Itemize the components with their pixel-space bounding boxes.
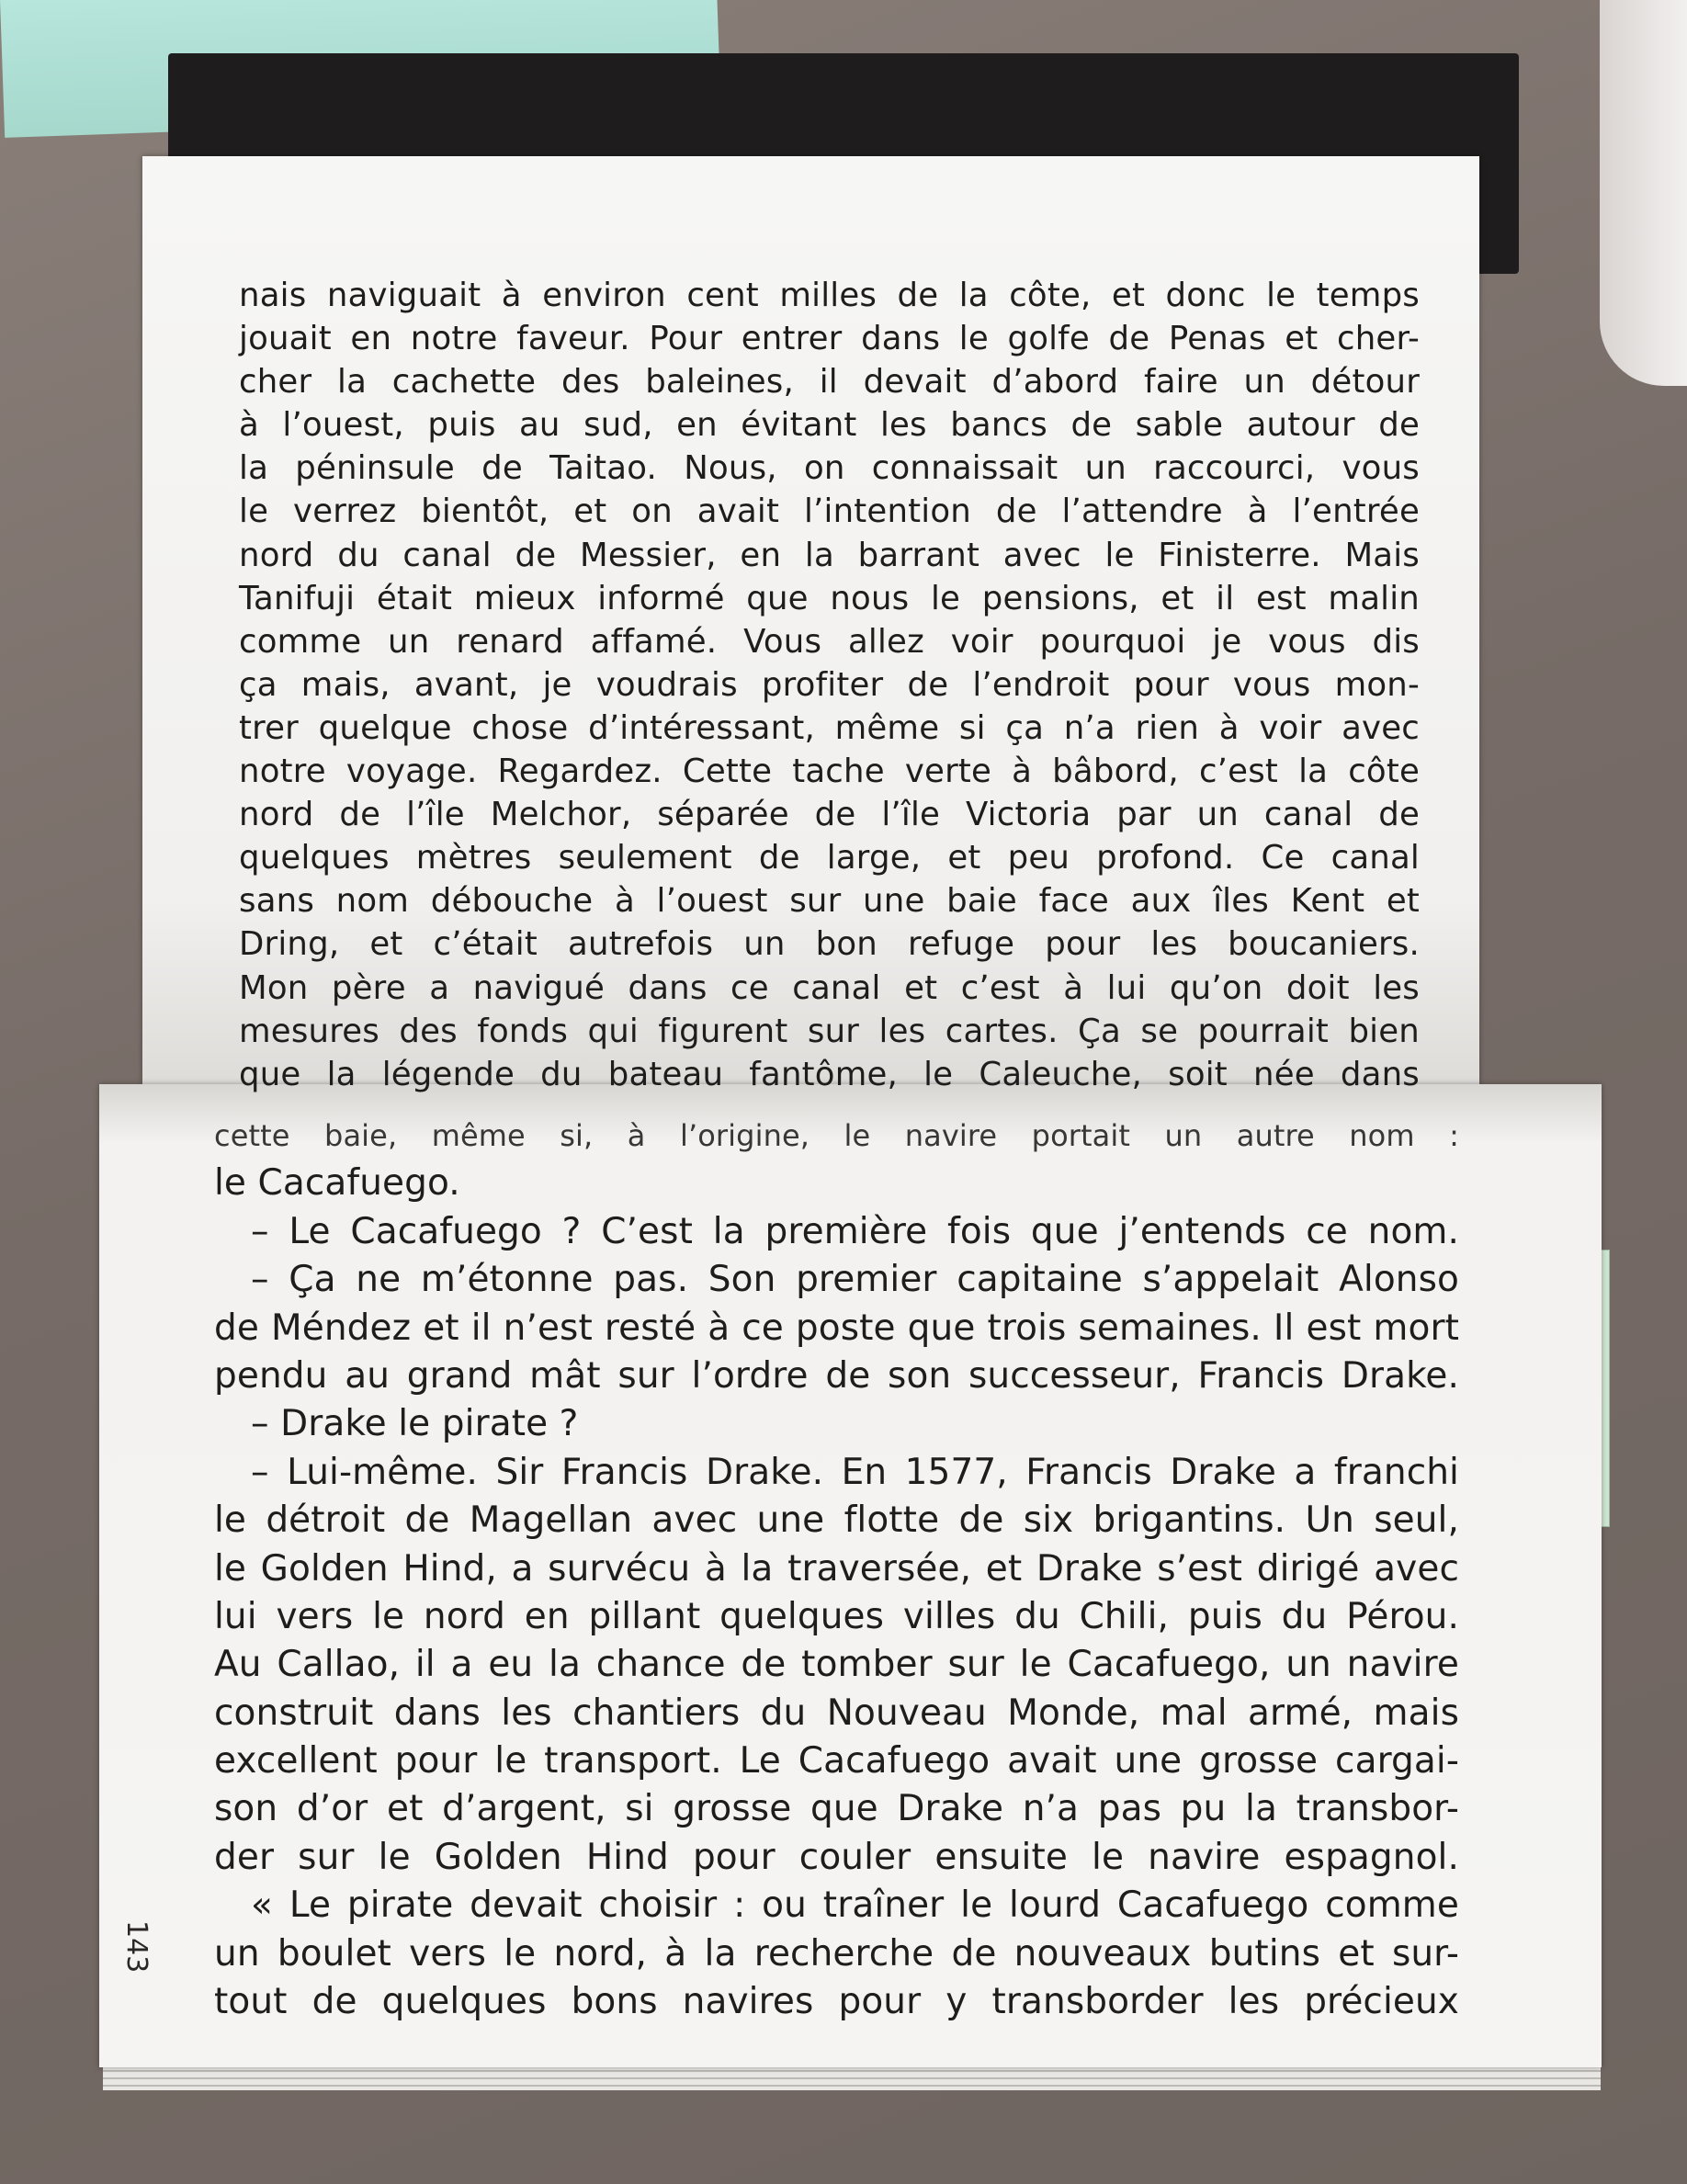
text-line: la péninsule de Taitao. Nous, on connaissait un raccourci, vous xyxy=(239,449,1420,488)
text-line: jouait en notre faveur. Pour entrer dans le golfe de Penas et cher- xyxy=(239,320,1420,358)
text-line: notre voyage. Regardez. Cette tache verte à bâbord, c’est la côte xyxy=(239,753,1420,791)
text-line: trer quelque chose d’intéressant, même si ça n’a rien à voir avec xyxy=(239,708,1420,747)
text-line: cher la cachette des baleines, il devait d’abord faire un détour xyxy=(239,363,1420,402)
text-line: le Cacafuego. xyxy=(214,1162,460,1205)
lower-page-text xyxy=(214,1112,1459,2026)
text-line: – Le Cacafuego ? C’est la première fois que j’entends ce nom. xyxy=(251,1210,1459,1252)
text-line: le Golden Hind, a survécu à la traversée, et Drake s’est dirigé avec xyxy=(214,1547,1459,1590)
text-line: le détroit de Magellan avec une flotte de six brigantins. Un seul, xyxy=(214,1499,1459,1542)
text-line: ça mais, avant, je voudrais profiter de l’endroit pour vous mon- xyxy=(239,665,1420,704)
text-line: construit dans les chantiers du Nouveau Monde, mal armé, mais xyxy=(214,1692,1459,1734)
text-line: de Méndez et il n’est resté à ce poste que trois semaines. Il est mort xyxy=(214,1307,1459,1349)
text-line: nord de l’île Melchor, séparée de l’île Victoria par un canal de xyxy=(239,796,1420,834)
text-line: Au Callao, il a eu la chance de tomber sur le Cacafuego, un navire xyxy=(214,1644,1459,1686)
text-line: – Lui-même. Sir Francis Drake. En 1577, Francis Drake a franchi xyxy=(251,1451,1459,1493)
text-line: tout de quelques bons navires pour y transborder les précieux xyxy=(214,1981,1459,2023)
text-line: excellent pour le transport. Le Cacafuego avait une grosse cargai- xyxy=(214,1740,1459,1782)
text-line: le verrez bientôt, et on avait l’intention de l’attendre à l’entrée xyxy=(239,492,1420,531)
text-line: – Ça ne m’étonne pas. Son premier capitaine s’appelait Alonso xyxy=(251,1259,1459,1301)
text-line: cette baie, même si, à l’origine, le navire portait un autre nom : xyxy=(214,1118,1459,1153)
text-line: pendu au grand mât sur l’ordre de son successeur, Francis Drake. xyxy=(214,1354,1459,1397)
text-line: nord du canal de Messier, en la barrant avec le Finisterre. Mais xyxy=(239,536,1420,574)
text-line: Mon père a navigué dans ce canal et c’est à lui qu’on doit les xyxy=(239,968,1420,1007)
page-number: 143 xyxy=(120,1920,153,1974)
text-line: son d’or et d’argent, si grosse que Drake n’a pas pu la transbor- xyxy=(214,1788,1459,1830)
text-line: que la légende du bateau fantôme, le Caleuche, soit née dans xyxy=(239,1055,1420,1093)
text-line: quelques mètres seulement de large, et peu profond. Ce canal xyxy=(239,839,1420,877)
text-line: – Drake le pirate ? xyxy=(251,1403,579,1445)
text-line: Tanifuji était mieux informé que nous le pensions, et il est malin xyxy=(239,579,1420,617)
text-line: un boulet vers le nord, à la recherche de nouveaux butins et sur- xyxy=(214,1932,1459,1975)
text-line: der sur le Golden Hind pour couler ensuite le navire espagnol. xyxy=(214,1836,1459,1878)
text-line: sans nom débouche à l’ouest sur une baie face aux îles Kent et xyxy=(239,882,1420,921)
text-line: nais naviguait à environ cent milles de la côte, et donc le temps xyxy=(239,277,1420,314)
text-line: à l’ouest, puis au sud, en évitant les bancs de sable autour de xyxy=(239,406,1420,445)
text-line: Dring, et c’était autrefois un bon refuge pour les boucaniers. xyxy=(239,925,1420,964)
text-line: « Le pirate devait choisir : ou traîner le lourd Cacafuego comme xyxy=(251,1884,1459,1927)
text-line: comme un renard affamé. Vous allez voir pourquoi je vous dis xyxy=(239,622,1420,661)
text-line: mesures des fonds qui figurent sur les cartes. Ça se pourrait bien xyxy=(239,1012,1420,1050)
upper-page-text xyxy=(239,274,1420,1096)
text-line: lui vers le nord en pillant quelques villes du Chili, puis du Pérou. xyxy=(214,1595,1459,1637)
corner-paper xyxy=(1600,0,1687,386)
